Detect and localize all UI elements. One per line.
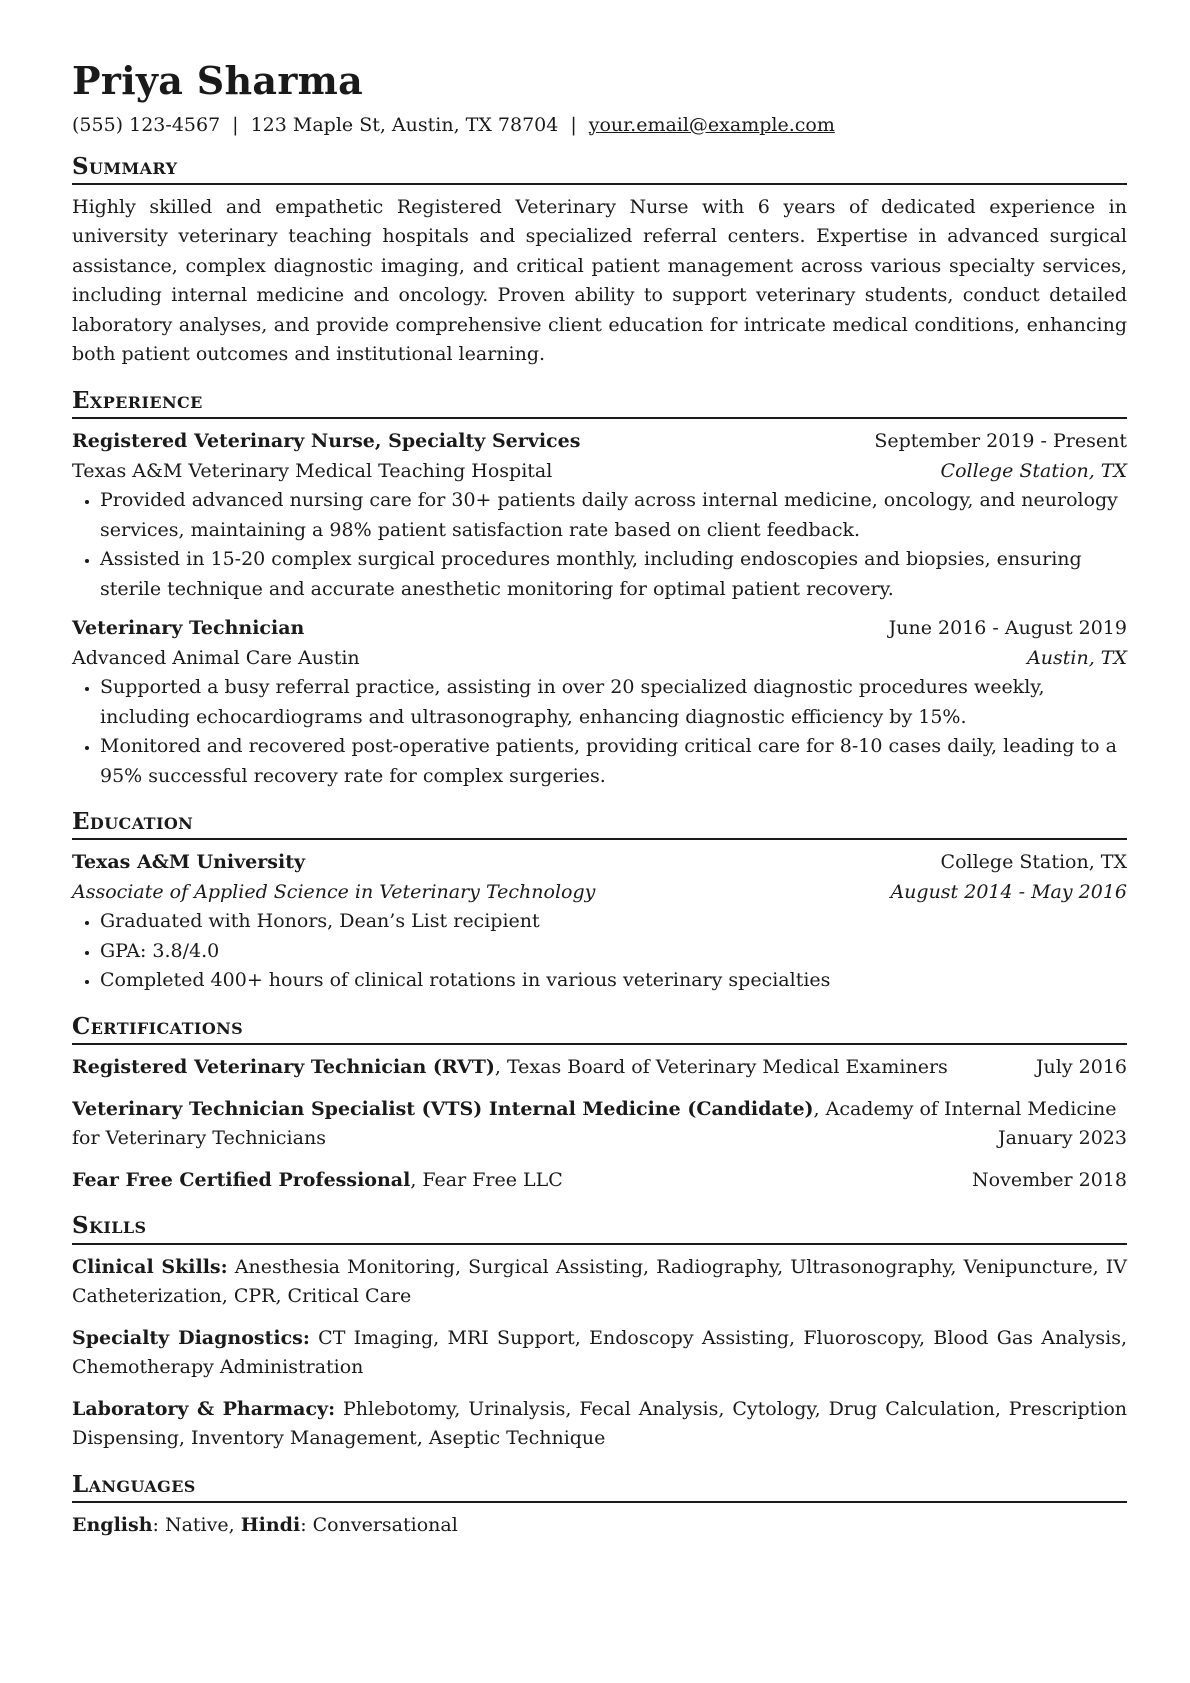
- address: 123 Maple St, Austin, TX 78704: [250, 113, 559, 136]
- certification-issuer: , Academy of Internal Medicine for Veterinary Technicians: [72, 1097, 1117, 1150]
- resume-page: [72, 58, 1127, 1552]
- job-title: Veterinary Technician: [72, 617, 305, 640]
- job-employer: Texas A&M Veterinary Medical Teaching Hospital: [72, 459, 553, 482]
- certification-issuer: , Texas Board of Veterinary Medical Examiners: [494, 1056, 948, 1079]
- language-level: : Native,: [152, 1513, 235, 1536]
- job-title: Registered Veterinary Nurse, Specialty Services: [72, 430, 581, 453]
- experience-entry: [72, 614, 1127, 791]
- certification-issuer: , Fear Free LLC: [410, 1168, 563, 1191]
- experience-entry: [72, 427, 1127, 604]
- section-title-languages: Languages: [72, 1472, 1127, 1503]
- skill-group: [72, 1395, 1127, 1454]
- section-title-certifications: Certifications: [72, 1014, 1127, 1045]
- languages-section: [72, 1472, 1127, 1541]
- section-title-summary: Summary: [72, 154, 1127, 185]
- bullet-item: • Supported a busy referral practice, assisting in over 20 specialized diagnostic procedures weekly, including echocardiograms and ultrasonography, enhancing diagnostic efficiency by 15%.: [100, 673, 1127, 732]
- certification-date: January 2023: [998, 1127, 1127, 1150]
- education-section: [72, 809, 1127, 996]
- certification-item: [72, 1166, 1127, 1196]
- job-dates: September 2019 - Present: [874, 430, 1127, 453]
- certification-item: [72, 1053, 1127, 1083]
- language-name: Hindi: [240, 1513, 301, 1536]
- certification-item: [72, 1095, 1127, 1154]
- degree: Associate of Applied Science in Veterinary Technology: [72, 880, 596, 903]
- skill-list: Anesthesia Monitoring, Surgical Assisting, Radiography, Ultrasonography, Venipuncture, IV Catheterization, CPR, Critical Care: [72, 1255, 1127, 1308]
- certification-name: Fear Free Certified Professional: [72, 1168, 411, 1191]
- bullet-item: • Assisted in 15-20 complex surgical procedures monthly, including endoscopies and biopsies, ensuring sterile technique and accurate anesthetic monitoring for optimal patient recovery.: [100, 545, 1127, 604]
- certification-name: Veterinary Technician Specialist (VTS) Internal Medicine (Candidate): [72, 1097, 814, 1120]
- skill-label: Laboratory & Pharmacy:: [72, 1397, 336, 1420]
- skill-label: Clinical Skills:: [72, 1255, 228, 1278]
- job-location: Austin, TX: [1027, 646, 1127, 669]
- skill-list: CT Imaging, MRI Support, Endoscopy Assisting, Fluoroscopy, Blood Gas Analysis, Chemotherapy Administration: [72, 1326, 1128, 1379]
- bullet-item: • Provided advanced nursing care for 30+ patients daily across internal medicine, oncology, and neurology services, maintaining a 98% patient satisfaction rate based on client feedback.: [100, 486, 1127, 545]
- phone: (555) 123-4567: [72, 113, 221, 136]
- bullet-item: • GPA: 3.8/4.0: [100, 937, 1127, 967]
- bullet-item: • Monitored and recovered post-operative patients, providing critical care for 8-10 cases daily, leading to a 95% successful recovery rate for complex surgeries.: [100, 732, 1127, 791]
- section-title-experience: Experience: [72, 388, 1127, 419]
- separator: |: [570, 113, 577, 136]
- education-entry: [72, 848, 1127, 996]
- language-level: : Conversational: [300, 1513, 458, 1536]
- skill-label: Specialty Diagnostics:: [72, 1326, 310, 1349]
- job-location: College Station, TX: [940, 459, 1127, 482]
- skills-section: [72, 1213, 1127, 1453]
- certification-date: July 2016: [1035, 1056, 1127, 1079]
- candidate-name: Priya Sharma: [72, 58, 364, 103]
- separator: |: [232, 113, 239, 136]
- section-title-education: Education: [72, 809, 1127, 840]
- certifications-section: [72, 1014, 1127, 1195]
- job-employer: Advanced Animal Care Austin: [72, 646, 360, 669]
- certification-name: Registered Veterinary Technician (RVT): [72, 1056, 495, 1079]
- contact-line: [72, 114, 1127, 136]
- school-location: College Station, TX: [940, 851, 1127, 874]
- bullet-item: • Graduated with Honors, Dean’s List recipient: [100, 907, 1127, 937]
- summary-text: Highly skilled and empathetic Registered Veterinary Nurse with 6 years of dedicated experience in university veterinary teaching hospitals and specialized referral centers. Expertise in advanced surgical assistance, complex diagnostic imaging, and critical patient management across various specialty services, including internal medicine and oncology. Proven ability to support veterinary students, conduct detailed laboratory analyses, and provide comprehensive client education for intricate medical conditions, enhancing both patient outcomes and institutional learning.: [72, 195, 1127, 366]
- skill-group: [72, 1324, 1127, 1383]
- certification-date: November 2018: [972, 1168, 1127, 1191]
- language-name: English: [72, 1513, 153, 1536]
- bullet-item: • Completed 400+ hours of clinical rotations in various veterinary specialties: [100, 966, 1127, 996]
- experience-section: [72, 388, 1127, 791]
- summary-section: [72, 154, 1127, 370]
- skill-list: Phlebotomy, Urinalysis, Fecal Analysis, Cytology, Drug Calculation, Prescription Dispensing, Inventory Management, Aseptic Technique: [72, 1397, 1128, 1450]
- school-name: Texas A&M University: [72, 851, 306, 874]
- job-dates: June 2016 - August 2019: [888, 617, 1127, 640]
- education-bullets: [72, 907, 1127, 996]
- skill-group: [72, 1253, 1127, 1312]
- languages-line: [72, 1511, 1127, 1541]
- section-title-skills: Skills: [72, 1213, 1127, 1244]
- education-dates: August 2014 - May 2016: [890, 880, 1127, 903]
- email-link[interactable]: your.email@example.com: [588, 113, 835, 136]
- job-bullets: [72, 486, 1127, 604]
- job-bullets: [72, 673, 1127, 791]
